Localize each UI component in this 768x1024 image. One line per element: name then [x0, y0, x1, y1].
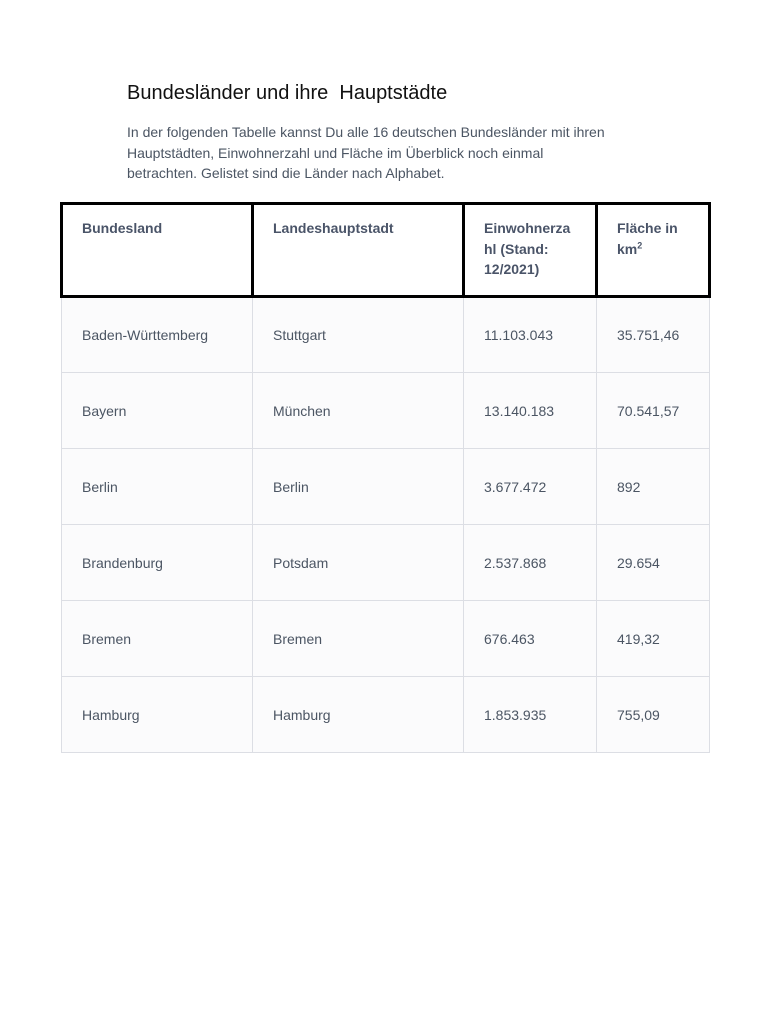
table-row — [62, 449, 710, 525]
table-row — [62, 297, 710, 373]
table-row — [62, 601, 710, 677]
cell-hauptstadt: Hamburg — [253, 677, 464, 753]
cell-flaeche: 755,09 — [597, 677, 710, 753]
cell-bundesland: Bremen — [62, 601, 253, 677]
cell-bundesland: Hamburg — [62, 677, 253, 753]
header-einwohnerzahl-line: 12/2021) — [484, 261, 540, 277]
intro-paragraph — [127, 122, 667, 184]
page-title: Bundesländer und ihre Hauptstädte — [127, 82, 448, 104]
cell-hauptstadt: München — [253, 373, 464, 449]
cell-flaeche: 29.654 — [597, 525, 710, 601]
cell-flaeche: 419,32 — [597, 601, 710, 677]
cell-einwohner: 1.853.935 — [464, 677, 597, 753]
header-einwohnerzahl — [464, 204, 597, 297]
cell-einwohner: 11.103.043 — [464, 297, 597, 373]
states-table — [60, 202, 711, 753]
intro-line: In der folgenden Tabelle kannst Du alle 16 deutschen Bundesländer mit ihren — [127, 124, 605, 140]
header-bundesland: Bundesland — [62, 204, 253, 297]
cell-flaeche: 35.751,46 — [597, 297, 710, 373]
cell-bundesland: Berlin — [62, 449, 253, 525]
header-flaeche-superscript: 2 — [637, 239, 643, 250]
header-landeshauptstadt: Landeshauptstadt — [253, 204, 464, 297]
table-header-row — [62, 204, 710, 297]
cell-einwohner: 2.537.868 — [464, 525, 597, 601]
header-flaeche — [597, 204, 710, 297]
header-einwohnerzahl-line: Einwohnerza — [484, 220, 571, 236]
cell-bundesland: Baden-Württemberg — [62, 297, 253, 373]
header-einwohnerzahl-line: hl (Stand: — [484, 240, 549, 257]
header-flaeche-line: Fläche in — [617, 220, 678, 236]
table-row — [62, 373, 710, 449]
cell-flaeche: 892 — [597, 449, 710, 525]
header-flaeche-unit: km — [617, 240, 638, 257]
cell-hauptstadt: Berlin — [253, 449, 464, 525]
table-row — [62, 677, 710, 753]
cell-hauptstadt: Potsdam — [253, 525, 464, 601]
cell-einwohner: 676.463 — [464, 601, 597, 677]
cell-bundesland: Brandenburg — [62, 525, 253, 601]
cell-flaeche: 70.541,57 — [597, 373, 710, 449]
intro-line: Hauptstädten, Einwohnerzahl und Fläche im Überblick noch einmal — [127, 144, 544, 161]
cell-hauptstadt: Bremen — [253, 601, 464, 677]
cell-bundesland: Bayern — [62, 373, 253, 449]
cell-hauptstadt: Stuttgart — [253, 297, 464, 373]
cell-einwohner: 3.677.472 — [464, 449, 597, 525]
cell-einwohner: 13.140.183 — [464, 373, 597, 449]
table-row — [62, 525, 710, 601]
intro-line: betrachten. Gelistet sind die Länder nach Alphabet. — [127, 165, 445, 181]
